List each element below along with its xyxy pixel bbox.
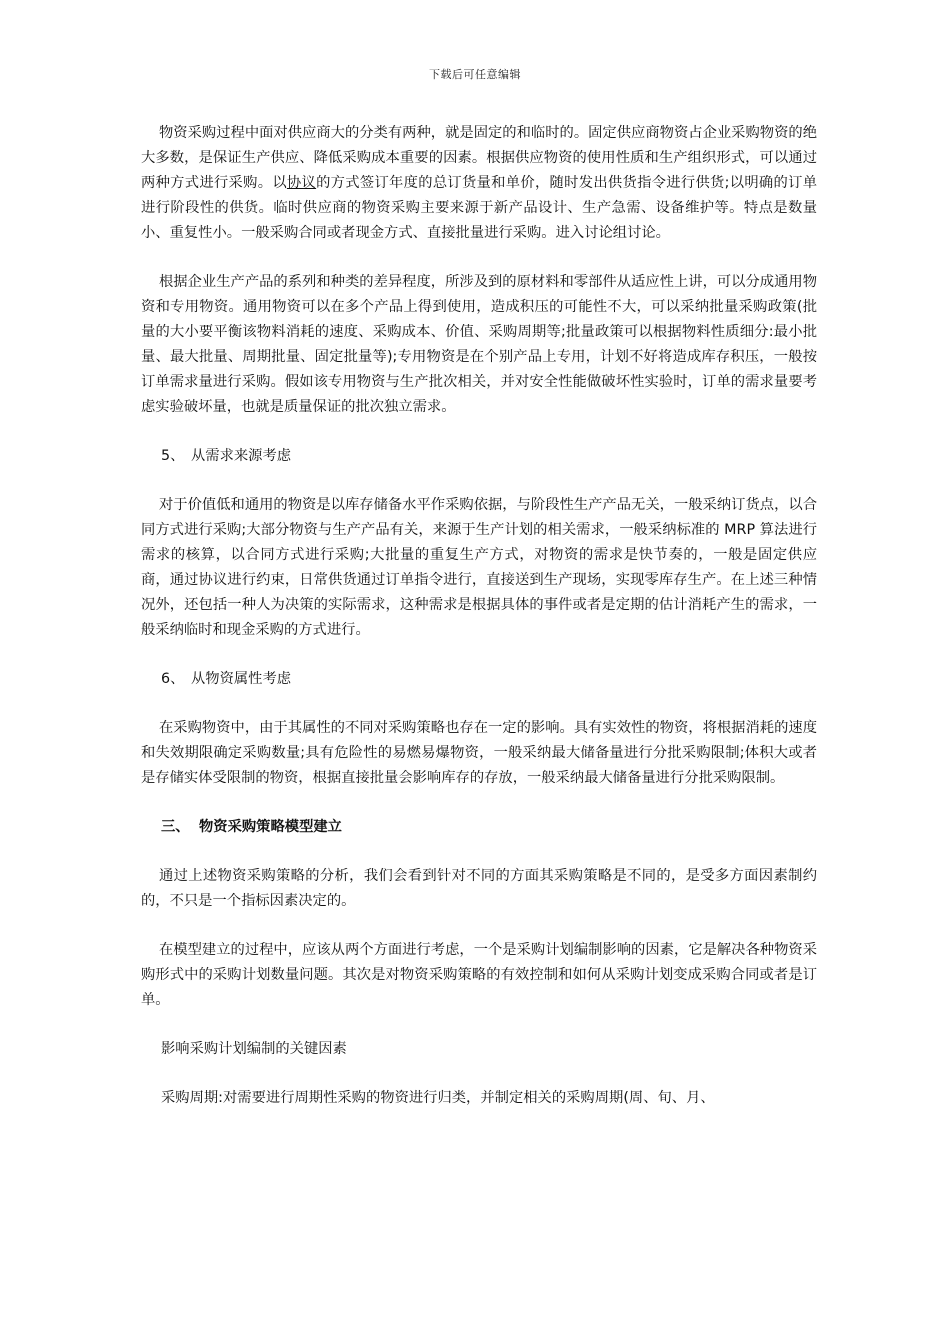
section-heading-3: [141, 815, 817, 840]
section-number: 三、: [161, 819, 190, 835]
paragraph-strategy-analysis: 通过上述物资采购策略的分析，我们会看到针对不同的方面其采购策略是不同的，是受多方面因素制约的，不只是一个指标因素决定的。: [141, 868, 817, 909]
agreement-link[interactable]: 协议: [286, 175, 317, 191]
paragraph-general-special-materials: 根据企业生产产品的系列和种类的差异程度，所涉及到的原材料和零部件从适应性上讲，可以分成通用物资和专用物资。通用物资可以在多个产品上得到使用，造成积压的可能性不大，可以采纳批量采购政策(批量的大小要平衡该物料消耗的速度、采购成本、价值、采购周期等;批量政策可以根据物料性质细分:最小批量、最大批量、周期批量、固定批量等);专用物资是在个别产品上专用，计划不好将造成库存积压，一般按订单需求量进行采购。假如该专用物资与生产批次相关，并对安全性能做破坏性实验时，订单的需求量要考虑实验破坏量，也就是质量保证的批次独立需求。: [141, 274, 817, 415]
section-title: 从需求来源考虑: [191, 448, 292, 464]
section-heading-5: [141, 444, 817, 469]
paragraph-supplier-types: [141, 121, 817, 246]
section-heading-6: [141, 667, 817, 692]
section-title: 从物资属性考虑: [191, 671, 292, 687]
section-number: 6、: [161, 671, 185, 687]
paragraph-text: 的方式签订年度的总订货量和单价，随时发出供货指令进行供货;以明确的订单进行阶段性的供货。临时供应商的物资采购主要来源于新产品设计、生产急需、设备维护等。特点是数量小、重复性小。一般采购合同或者现金方式、直接批量进行采购。进入讨论组讨论。: [141, 175, 817, 241]
subheading-key-factors: 影响采购计划编制的关键因素: [161, 1041, 347, 1057]
paragraph-material-attributes: 在采购物资中，由于其属性的不同对采购策略也存在一定的影响。具有实效性的物资，将根据消耗的速度和失效期限确定采购数量;具有危险性的易燃易爆物资，一般采纳最大储备量进行分批采购限制;体积大或者是存储实体受限制的物资，根据直接批量会影响库存的存放，一般采纳最大储备量进行分批采购限制。: [141, 720, 817, 786]
paragraph-model-building: 在模型建立的过程中，应该从两个方面进行考虑，一个是采购计划编制影响的因素，它是解决各种物资采购形式中的采购计划数量问题。其次是对物资采购策略的有效控制和如何从采购计划变成采购合同或者是订单。: [141, 942, 817, 1008]
paragraph-purchase-cycle: 采购周期:对需要进行周期性采购的物资进行归类，并制定相关的采购周期(周、旬、月、: [161, 1090, 715, 1106]
section-number: 5、: [161, 448, 185, 464]
paragraph-text: 物资采购过程中面对供应商大的分类有两种，就是固定的和临时的。固定供应商物资占企业采购物资的绝大多数，是保证生产供应、降低采购成本重要的因素。根据供应物资的使用性质和生产组织形式，可以通过两种方式进行采购。以: [141, 125, 817, 191]
document-body: [141, 121, 817, 1111]
section-title: 物资采购策略模型建立: [199, 819, 342, 835]
page-header-note: 下载后可任意编辑: [429, 68, 521, 81]
paragraph-demand-source: 对于价值低和通用的物资是以库存储备水平作采购依据，与阶段性生产产品无关，一般采纳订货点，以合同方式进行采购;大部分物资与生产产品有关，来源于生产计划的相关需求，一般采纳标准的 MRP 算法进行需求的核算，以合同方式进行采购;大批量的重复生产方式，对物资的需求是快节奏的，一般是固定供应商，通过协议进行约束，日常供货通过订单指令进行，直接送到生产现场，实现零库存生产。在上述三种情况外，还包括一种人为决策的实际需求，这种需求是根据具体的事件或者是定期的估计消耗产生的需求，一般采纳临时和现金采购的方式进行。: [141, 497, 817, 638]
